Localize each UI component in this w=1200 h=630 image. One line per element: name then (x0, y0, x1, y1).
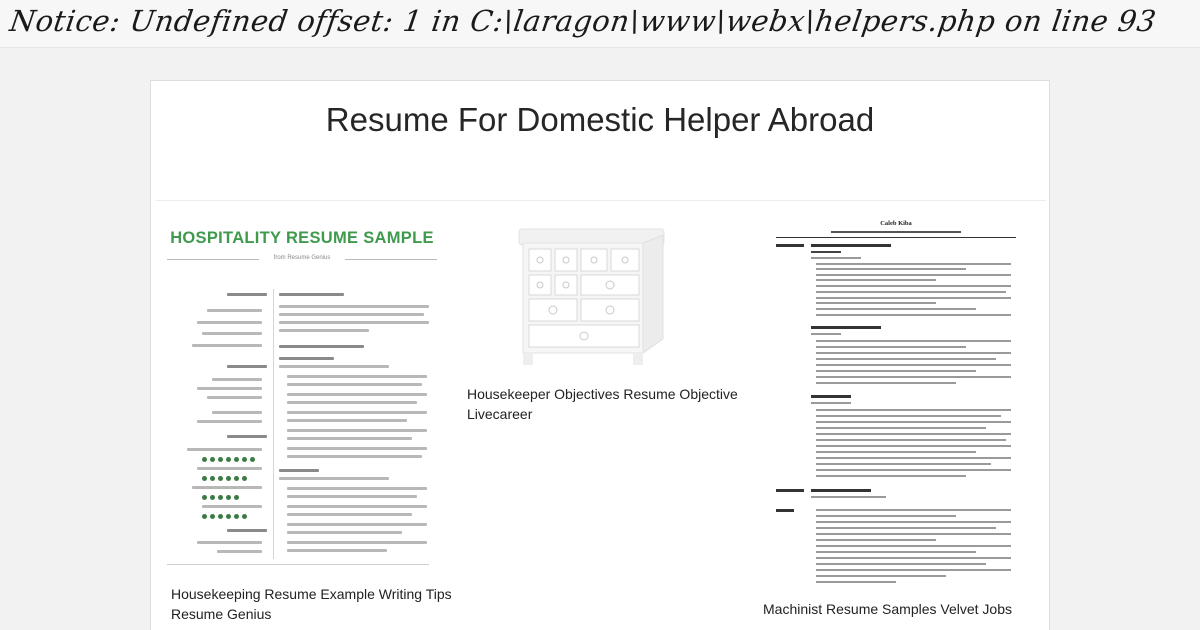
resume-line (816, 285, 1011, 287)
resume-line (811, 326, 881, 329)
hospitality-resume-image[interactable] (167, 221, 437, 566)
resume-line (816, 279, 936, 281)
resume-line (816, 563, 986, 565)
resume-line (287, 549, 387, 552)
caption-line: Housekeeping Resume Example Writing Tips (171, 586, 452, 602)
resume-line (287, 505, 427, 508)
resume-line (816, 527, 996, 529)
resume-line (279, 345, 364, 348)
section-label (776, 244, 804, 247)
section-label (776, 509, 794, 512)
resume-line (816, 439, 1006, 441)
caption-housekeeper-objectives[interactable] (467, 384, 738, 424)
resume-line (811, 257, 861, 259)
resume-line (816, 457, 1011, 459)
resume-line (816, 358, 996, 360)
resume-line (279, 329, 369, 332)
skill-dot (234, 514, 239, 519)
resume-line (816, 581, 896, 583)
resume-line (287, 437, 412, 440)
resume-line (279, 313, 424, 316)
resume-line (816, 346, 966, 348)
resume-line (192, 344, 262, 347)
resume-line (197, 467, 262, 470)
caption-line: Livecareer (467, 406, 533, 422)
resume-line (816, 463, 991, 465)
resume-line (811, 489, 871, 492)
resume-bottom-rule (167, 564, 429, 565)
resume-line (816, 382, 956, 384)
column-divider (273, 289, 274, 559)
gallery-card (150, 80, 1050, 630)
resume-line (279, 321, 429, 324)
resume-line (279, 293, 344, 296)
skill-dot (202, 514, 207, 519)
resume-line (816, 291, 1006, 293)
skill-dot (202, 495, 207, 500)
resume-line (279, 477, 389, 480)
skill-dot (226, 457, 231, 462)
resume-line (816, 268, 966, 270)
skill-dot (202, 476, 207, 481)
skill-dot (234, 495, 239, 500)
resume-line (227, 529, 267, 532)
skill-dot (202, 457, 207, 462)
resume-line (202, 505, 262, 508)
resume-line (816, 415, 1001, 417)
resume-line (811, 395, 851, 398)
resume-line (816, 308, 976, 310)
skill-dot (242, 476, 247, 481)
resume-subheading: from Resume Genius (273, 255, 331, 261)
resume-line (197, 387, 262, 390)
resume-line (207, 309, 262, 312)
resume-name: Caleb Kiba (880, 220, 912, 227)
skill-dot (210, 514, 215, 519)
resume-line (287, 531, 402, 534)
skill-dot (242, 514, 247, 519)
caption-machinist-resume[interactable] (763, 599, 1012, 619)
resume-line (212, 411, 262, 414)
resume-line (816, 551, 976, 553)
php-notice-text: Notice: Undefined offset: 1 in C:\laragon\www\webx\helpers.php on line 93 (7, 4, 1159, 38)
resume-line (287, 447, 427, 450)
resume-line (816, 475, 966, 477)
section-label (776, 489, 804, 492)
resume-line (279, 357, 334, 360)
resume-line (811, 402, 851, 404)
skill-dot (218, 514, 223, 519)
resume-line (287, 429, 427, 432)
caption-line: Housekeeper Objectives Resume Objective (467, 386, 738, 402)
resume-line (816, 370, 976, 372)
resume-line (287, 513, 412, 516)
resume-line (212, 378, 262, 381)
resume-line (287, 419, 407, 422)
resume-line (811, 251, 841, 253)
resume-line (287, 393, 427, 396)
skill-dot (234, 457, 239, 462)
dresser-icon (511, 221, 671, 371)
resume-line (287, 495, 417, 498)
resume-line (816, 263, 1011, 265)
resume-line (287, 383, 422, 386)
skill-dot (210, 476, 215, 481)
caption-line: Resume Genius (171, 606, 272, 622)
resume-line (279, 305, 429, 308)
resume-line (287, 541, 427, 544)
resume-line (816, 274, 1011, 276)
resume-line (187, 448, 262, 451)
skill-dot (226, 476, 231, 481)
resume-line (816, 409, 1011, 411)
resume-line (227, 365, 267, 368)
skill-dot (250, 457, 255, 462)
resume-line (816, 427, 986, 429)
resume-line (816, 533, 1011, 535)
resume-line (816, 539, 936, 541)
resume-line (816, 433, 1011, 435)
resume-line (287, 523, 427, 526)
resume-line (811, 244, 891, 247)
resume-line (217, 550, 262, 553)
php-notice-bar (0, 0, 1200, 48)
resume-heading: HOSPITALITY RESUME SAMPLE (170, 229, 434, 247)
resume-line (287, 487, 427, 490)
resume-rule (776, 237, 1016, 238)
title-divider (156, 200, 1046, 201)
resume-line (816, 451, 976, 453)
skill-dot (234, 476, 239, 481)
resume-line (197, 541, 262, 544)
resume-line (816, 509, 1011, 511)
dresser-image[interactable] (511, 221, 671, 371)
resume-line (287, 411, 427, 414)
resume-line (816, 340, 1011, 342)
skill-dot (226, 495, 231, 500)
resume-line (287, 401, 417, 404)
skill-dot (226, 514, 231, 519)
resume-line (811, 333, 841, 335)
resume-line (279, 469, 319, 472)
resume-line (202, 332, 262, 335)
resume-line (287, 455, 422, 458)
resume-line (192, 486, 262, 489)
heading-rule-right (345, 259, 437, 260)
resume-line (816, 557, 1011, 559)
resume-line (287, 375, 427, 378)
resume-line (816, 302, 936, 304)
machinist-resume-image[interactable] (771, 213, 1021, 598)
resume-line (811, 496, 886, 498)
page-title: Resume For Domestic Helper Abroad (325, 101, 875, 138)
resume-line (816, 364, 1011, 366)
resume-line (831, 231, 961, 233)
resume-line (816, 469, 1011, 471)
skill-dot (210, 495, 215, 500)
caption-housekeeping-resume[interactable] (171, 584, 452, 624)
resume-line (816, 545, 1011, 547)
resume-line (227, 435, 267, 438)
resume-line (816, 352, 1011, 354)
resume-line (816, 521, 1011, 523)
resume-line (816, 569, 1011, 571)
skill-dot (242, 457, 247, 462)
resume-line (197, 321, 262, 324)
resume-line (279, 365, 389, 368)
resume-line (197, 420, 262, 423)
caption-line: Machinist Resume Samples Velvet Jobs (763, 601, 1012, 617)
resume-line (816, 421, 1011, 423)
resume-line (227, 293, 267, 296)
resume-line (816, 575, 946, 577)
resume-line (816, 314, 1011, 316)
skill-dot (210, 457, 215, 462)
skill-dot (218, 457, 223, 462)
resume-line (816, 376, 1011, 378)
resume-line (207, 396, 262, 399)
resume-line (816, 445, 1011, 447)
skill-dot (218, 476, 223, 481)
skill-dot (218, 495, 223, 500)
resume-line (816, 297, 1011, 299)
resume-line (816, 515, 956, 517)
